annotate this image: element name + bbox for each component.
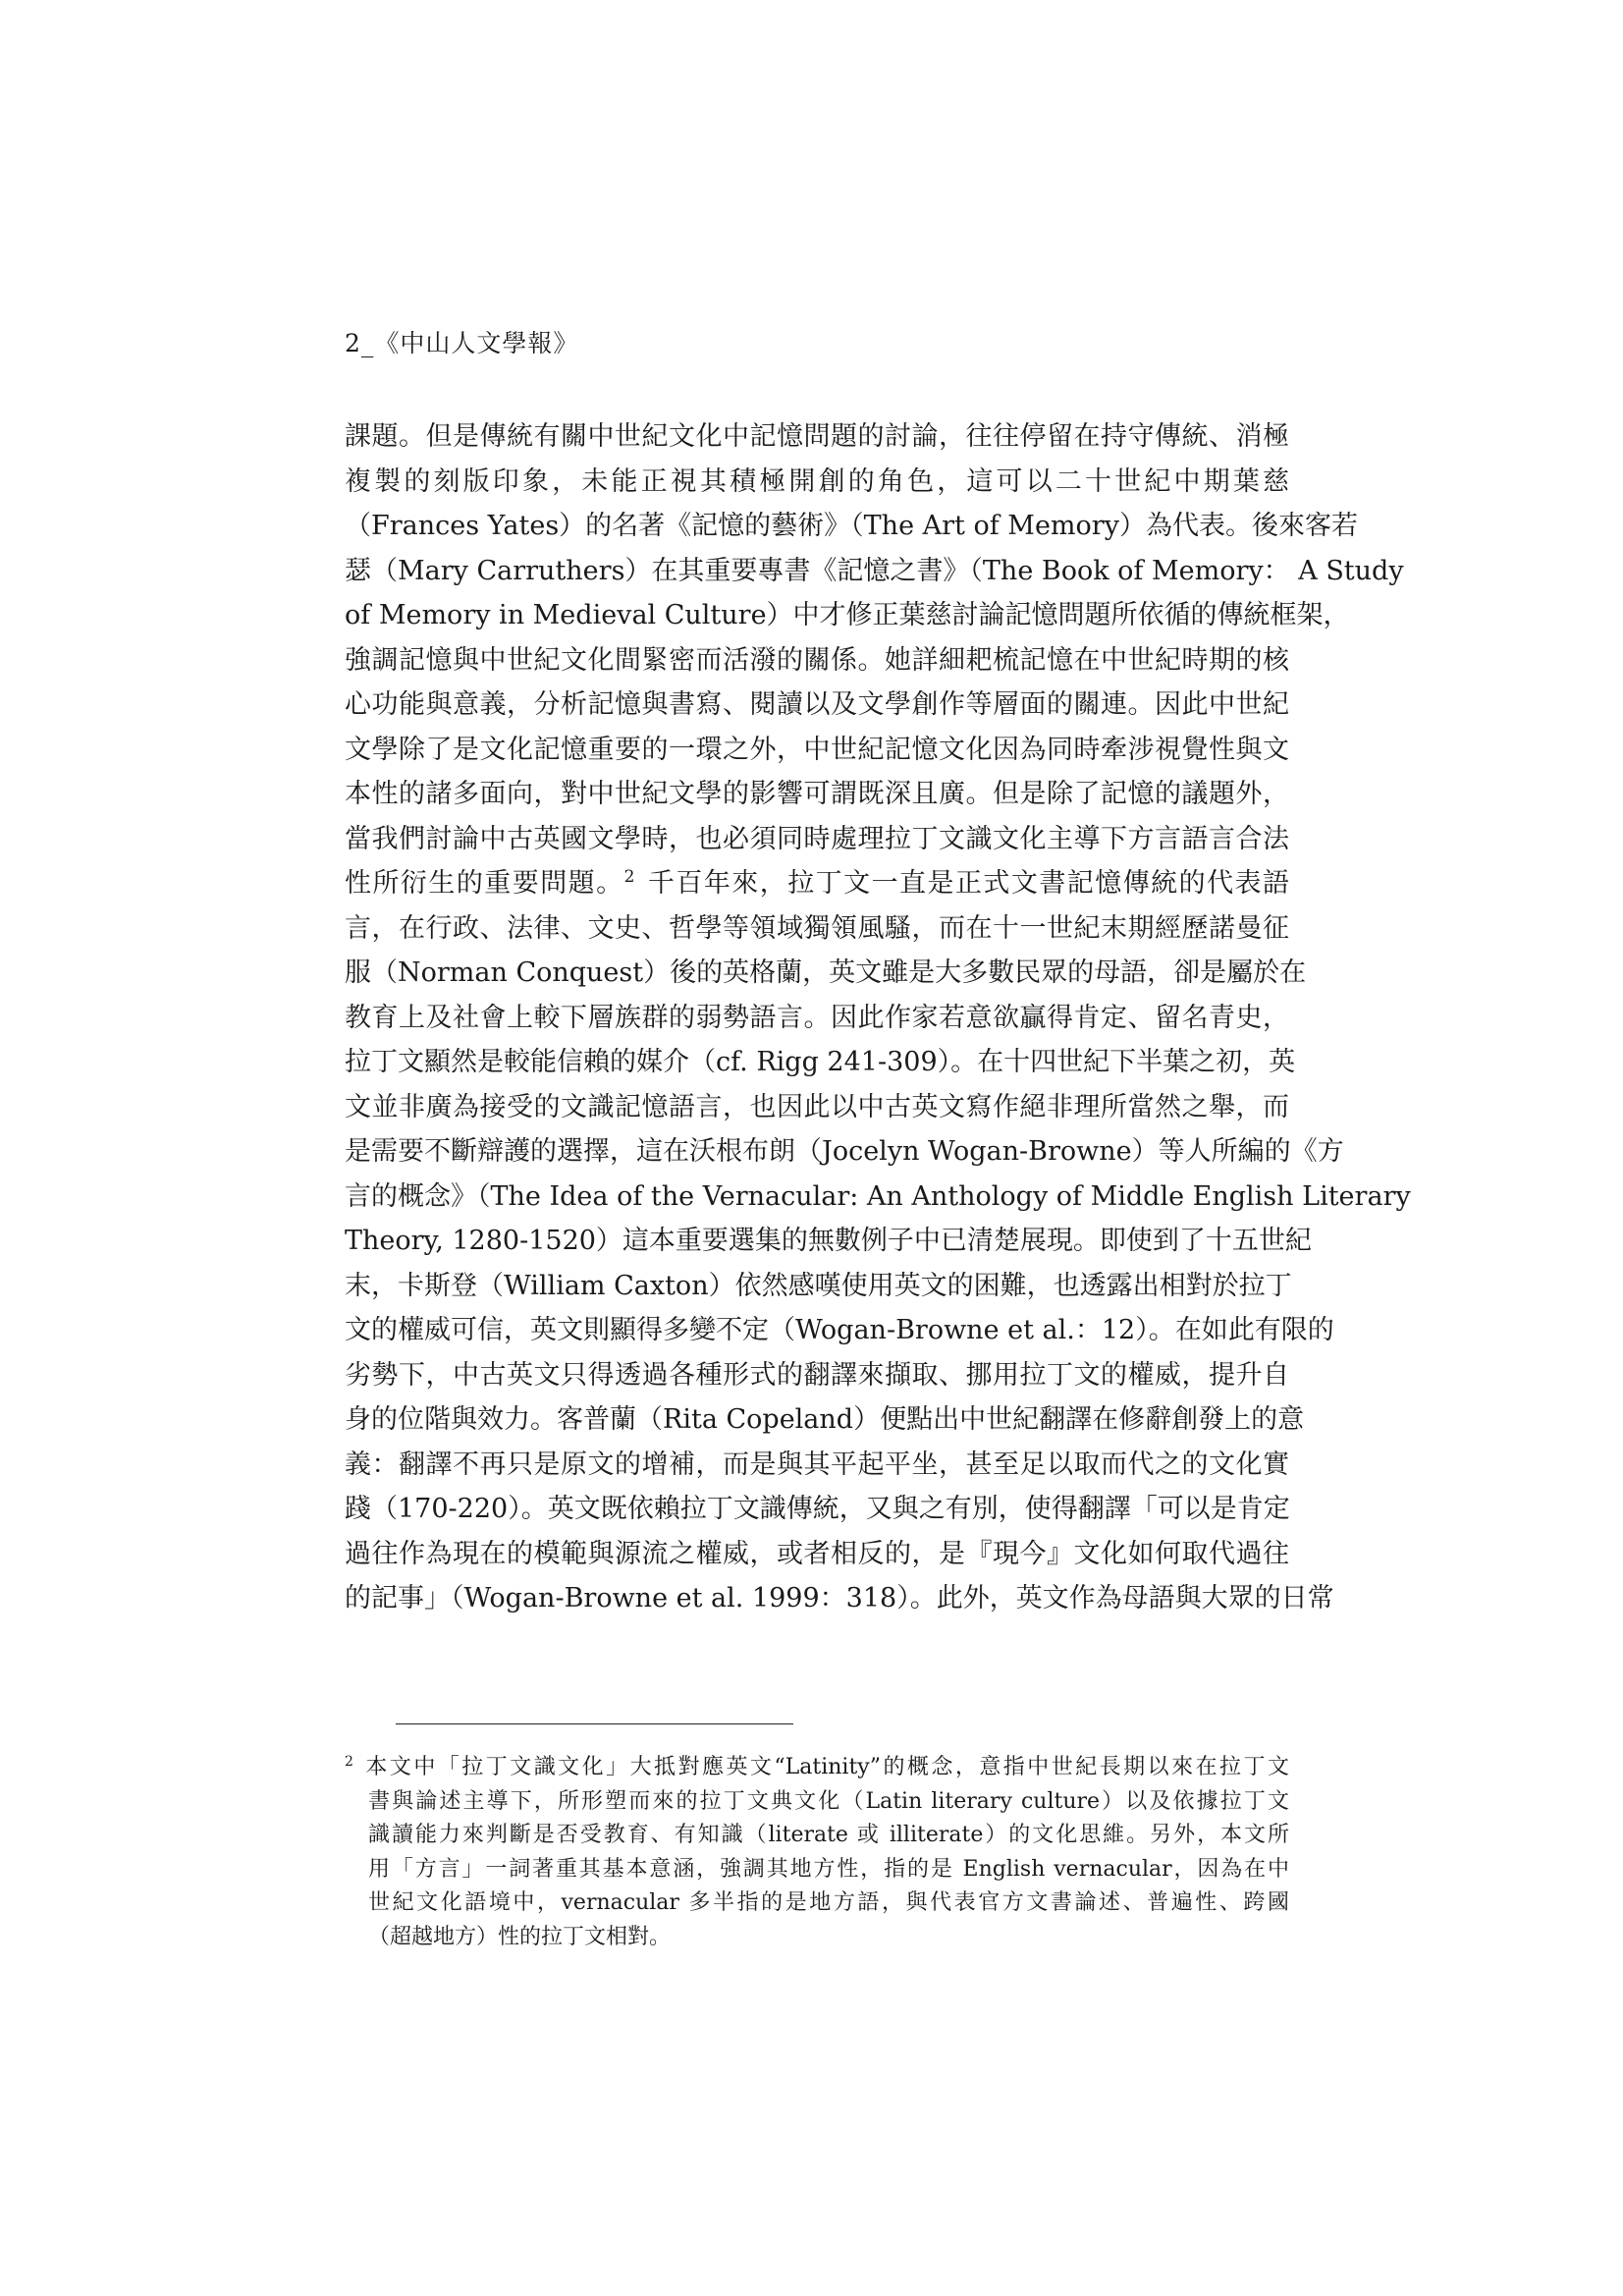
body-line-14: 教育上及社會上較下層族群的弱勢語言。因此作家若意欲贏得肯定、留名青史， (345, 1002, 1289, 1033)
body-line-20: 末，卡斯登（William Caxton）依然感嘆使用英文的困難，也透露出相對於拉丁 (345, 1270, 1292, 1301)
body-line-8: 文學除了是文化記憶重要的一環之外，中世紀記憶文化因為同時牽涉視覺性與文 (345, 734, 1289, 765)
body-line-6: 強調記憶與中世紀文化間緊密而活潑的關係。她詳細耙梳記憶在中世紀時期的核 (345, 644, 1289, 676)
main-text (345, 414, 1411, 1621)
body-line-1: 課題。但是傳統有關中世紀文化中記憶問題的討論，往往停留在持守傳統、消極 (345, 421, 1289, 452)
body-line-25: 踐（170-220）。英文既依賴拉丁文識傳統，又與之有別，使得翻譯「可以是肯定 (345, 1494, 1290, 1524)
body-line-12: 言，在行政、法律、文史、哲學等領域獨領風騷，而在十一世紀末期經歷諾曼征 (345, 912, 1289, 944)
body-line-4: 瑟（Mary Carruthers）在其重要專書《記憶之書》（The Book of Memory： A Study (345, 555, 1404, 586)
running-head: 2_《中山人文學報》 (345, 329, 579, 357)
footnote-line-1-text: 本文中「拉丁文識文化」大抵對應英文“Latinity”的概念，意指中世紀長期以來在拉丁文 (362, 1755, 1289, 1779)
body-line-15: 拉丁文顯然是較能信賴的媒介（cf. Rigg 241-309）。在十四世紀下半葉之初，英 (345, 1047, 1296, 1077)
footnote-line-2: 書與論述主導下，所形塑而來的拉丁文典文化（Latin literary culture）以及依據拉丁文 (368, 1788, 1289, 1814)
footnote-ref[interactable]: 2 (623, 867, 635, 887)
body-line-24: 義：翻譯不再只是原文的增補，而是與其平起平坐，甚至足以取而代之的文化實 (345, 1449, 1289, 1480)
body-line-18: 言的概念》（The Idea of the Vernacular: An Anthology of Middle English Literary (345, 1180, 1411, 1212)
footnote-line-5: 世紀文化語境中，vernacular 多半指的是地方語，與代表官方文書論述、普遍性、跨國 (368, 1890, 1289, 1915)
body-line-3: （Frances Yates）的名著《記憶的藝術》（The Art of Memory）為代表。後來客若 (345, 511, 1358, 541)
body-line-27: 的記事」（Wogan-Browne et al. 1999：318）。此外，英文作為母語與大眾的日常 (345, 1583, 1334, 1613)
body-line-19: Theory, 1280-1520）這本重要選集的無數例子中已清楚展現。即使到了十五世紀 (345, 1226, 1312, 1256)
body-line-21: 文的權威可信，英文則顯得多變不定（Wogan-Browne et al.：12）。在如此有限的 (345, 1315, 1334, 1345)
body-line-23: 身的位階與效力。客普蘭（Rita Copeland）便點出中世紀翻譯在修辭創發上的意 (345, 1404, 1305, 1435)
body-line-26: 過往作為現在的模範與源流之權威，或者相反的，是『現今』文化如何取代過往 (345, 1538, 1289, 1569)
body-line-16: 文並非廣為接受的文識記憶語言，也因此以中古英文寫作絕非理所當然之舉，而 (345, 1091, 1289, 1122)
footnote-line-1 (345, 1751, 1289, 1785)
footnote (345, 1751, 1289, 1954)
body-line-11 (345, 861, 1289, 906)
body-line-13: 服（Norman Conquest）後的英格蘭，英文雖是大多數民眾的母語，卻是屬於在 (345, 957, 1307, 988)
footnote-line-3: 識讀能力來判斷是否受教育、有知識（literate 或 illiterate）的文化思維。另外，本文所 (368, 1823, 1289, 1847)
body-line-22: 劣勢下，中古英文只得透過各種形式的翻譯來擷取、挪用拉丁文的權威，提升自 (345, 1359, 1289, 1391)
body-line-11-start: 性所衍生的重要問題。 (345, 868, 624, 899)
body-line-9: 本性的諸多面向，對中世紀文學的影響可謂既深且廣。但是除了記憶的議題外， (345, 779, 1289, 809)
body-line-2: 複製的刻版印象，未能正視其積極開創的角色，這可以二十世紀中期葉慈 (345, 465, 1289, 497)
footnote-divider (396, 1723, 793, 1724)
body-line-17: 是需要不斷辯護的選擇，這在沃根布朗（Jocelyn Wogan-Browne）等人所編的《方 (345, 1136, 1344, 1167)
body-line-5: of Memory in Medieval Culture）中才修正葉慈討論記憶問題所依循的傳統框架， (345, 600, 1350, 630)
body-line-7: 心功能與意義，分析記憶與書寫、閱讀以及文學創作等層面的關連。因此中世紀 (345, 689, 1289, 720)
body-line-10: 當我們討論中古英國文學時，也必須同時處理拉丁文識文化主導下方言語言合法 (345, 823, 1289, 854)
footnote-number: 2 (345, 1754, 353, 1770)
body-line-11-end: 千百年來，拉丁文一直是正式文書記憶傳統的代表語 (646, 868, 1290, 899)
footnote-line-4: 用「方言」一詞著重其基本意涵，強調其地方性，指的是 English vernacular，因為在中 (368, 1856, 1289, 1882)
footnote-line-6: （超越地方）性的拉丁文相對。 (368, 1924, 672, 1949)
